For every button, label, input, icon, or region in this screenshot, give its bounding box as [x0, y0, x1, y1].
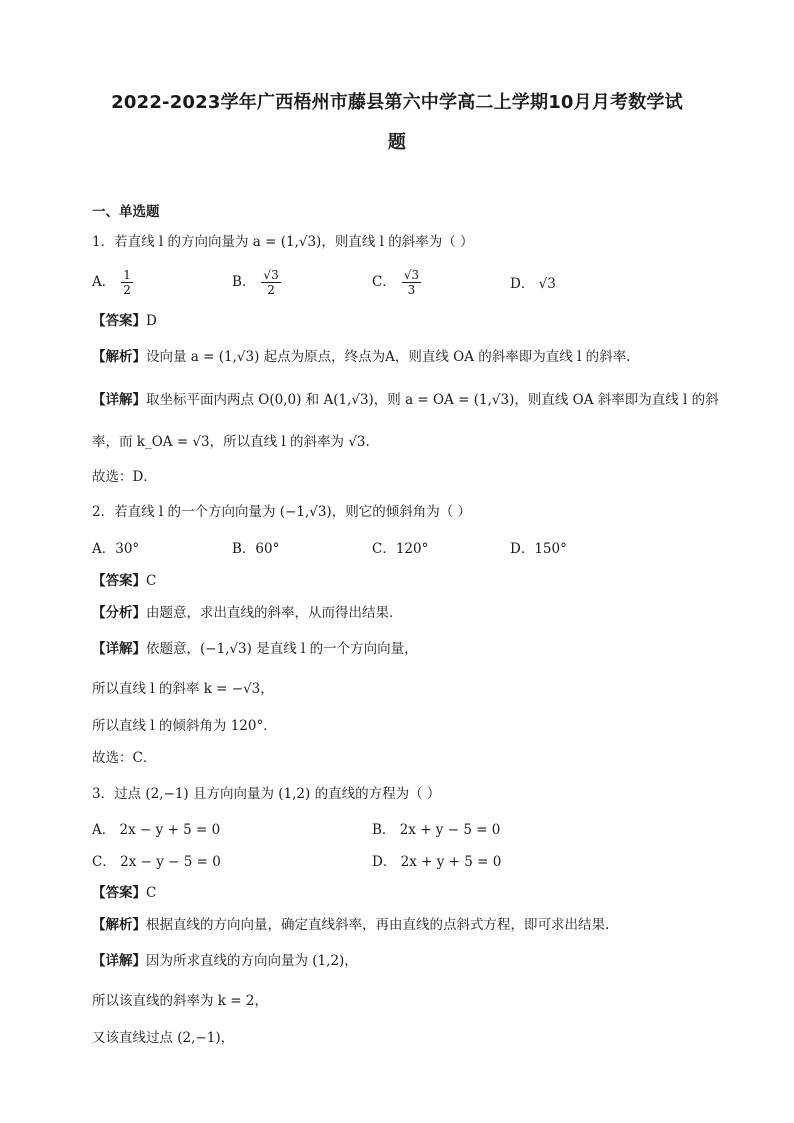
q1-option-c-fraction	[402, 268, 421, 297]
q2-detail-tag: 【详解】	[92, 641, 146, 657]
q2-option-d: D．150°	[510, 541, 567, 557]
q3-option-b: B． 2x + y − 5 = 0	[372, 822, 501, 838]
q1-option-a-den: 2	[123, 283, 131, 297]
q3-answer-value: C	[146, 885, 157, 901]
q1-option-b	[232, 268, 281, 297]
section-heading: 一、单选题	[92, 204, 160, 220]
q1-answer-value: D	[146, 313, 157, 329]
q1-option-b-den: 2	[267, 283, 275, 297]
q2-stem: 2．若直线 l 的一个方向向量为 (−1,√3)，则它的倾斜角为（ ）	[92, 504, 471, 520]
q2-detail-text1: 依题意，(−1,√3) 是直线 l 的一个方向向量，	[146, 641, 418, 657]
q2-answer-value: C	[146, 573, 157, 589]
q1-option-a	[92, 268, 133, 297]
q1-option-a-label: A．	[92, 274, 116, 290]
q3-detail-line1	[92, 951, 358, 971]
q1-option-c-num: √3	[403, 268, 420, 282]
q1-option-c	[372, 268, 421, 297]
q1-option-d	[510, 274, 556, 294]
q2-option-b: B．60°	[232, 541, 280, 557]
q2-detail-line2: 所以直线 l 的斜率 k = −√3，	[92, 681, 274, 697]
doc-title-line2: 题	[387, 132, 407, 153]
q1-option-a-fraction	[121, 268, 133, 297]
q1-option-c-den: 3	[407, 283, 416, 297]
q1-analysis	[92, 347, 630, 367]
q2-analysis-text: 由题意，求出直线的斜率，从而得出结果．	[146, 605, 403, 621]
q3-option-c: C． 2x − y − 5 = 0	[92, 854, 221, 870]
q2-detail-line3: 所以直线 l 的倾斜角为 120°．	[92, 718, 277, 734]
q3-option-a: A． 2x − y + 5 = 0	[92, 822, 221, 838]
q3-answer	[92, 883, 156, 903]
q2-detail-line1	[92, 639, 418, 659]
q1-option-b-label: B．	[232, 274, 256, 290]
q2-answer	[92, 571, 156, 591]
q3-analysis-text: 根据直线的方向向量，确定直线斜率，再由直线的点斜式方程，即可求出结果.	[146, 917, 610, 933]
q3-detail-line3: 又该直线过点 (2,−1)，	[92, 1030, 235, 1046]
q3-detail-line2: 所以该直线的斜率为 k = 2，	[92, 993, 268, 1009]
q1-detail-tag: 【详解】	[92, 392, 146, 408]
q2-analysis	[92, 603, 403, 623]
q3-stem: 3．过点 (2,−1) 且方向向量为 (1,2) 的直线的方程为（ ）	[92, 786, 441, 802]
q1-answer	[92, 311, 157, 331]
q2-analysis-tag: 【分析】	[92, 605, 146, 621]
q2-option-c: C．120°	[372, 541, 429, 557]
q1-detail-line2: 率，而 k_OA = √3，所以直线 l 的斜率为 √3.	[92, 434, 370, 450]
q3-analysis-tag: 【解析】	[92, 917, 146, 933]
q1-option-b-num: √3	[263, 268, 279, 282]
q1-detail-line1	[92, 390, 719, 410]
q3-detail-text1: 因为所求直线的方向向量为 (1,2)，	[146, 953, 358, 969]
q2-answer-tag: 【答案】	[92, 573, 146, 589]
q3-analysis	[92, 915, 609, 935]
q1-stem: 1．若直线 l 的方向向量为 a = (1,√3)，则直线 l 的斜率为（ ）	[92, 234, 474, 250]
q1-answer-tag: 【答案】	[92, 313, 146, 329]
q1-choose: 故选：D．	[92, 469, 157, 485]
q2-choose: 故选：C．	[92, 750, 157, 766]
q2-option-a: A．30°	[92, 541, 140, 557]
q1-option-d-label: D．	[510, 276, 535, 292]
q1-option-a-num: 1	[123, 268, 131, 282]
q1-option-c-label: C．	[372, 274, 396, 290]
q1-option-d-value: √3	[538, 276, 556, 292]
q1-option-b-fraction	[261, 268, 280, 297]
q3-option-d: D． 2x + y + 5 = 0	[372, 854, 502, 870]
q1-detail-text1: 取坐标平面内两点 O(0,0) 和 A(1,√3)，则 a = OA = (1,√3)，则直线 OA 斜率即为直线 l 的斜	[146, 392, 719, 408]
q3-answer-tag: 【答案】	[92, 885, 146, 901]
q1-analysis-text: 设向量 a = (1,√3) 起点为原点，终点为A，则直线 OA 的斜率即为直线 l 的斜率.	[146, 349, 631, 365]
q1-analysis-tag: 【解析】	[92, 349, 146, 365]
q3-detail-tag: 【详解】	[92, 953, 146, 969]
doc-title-line1: 2022-2023学年广西梧州市藤县第六中学高二上学期10月月考数学试	[111, 92, 683, 113]
